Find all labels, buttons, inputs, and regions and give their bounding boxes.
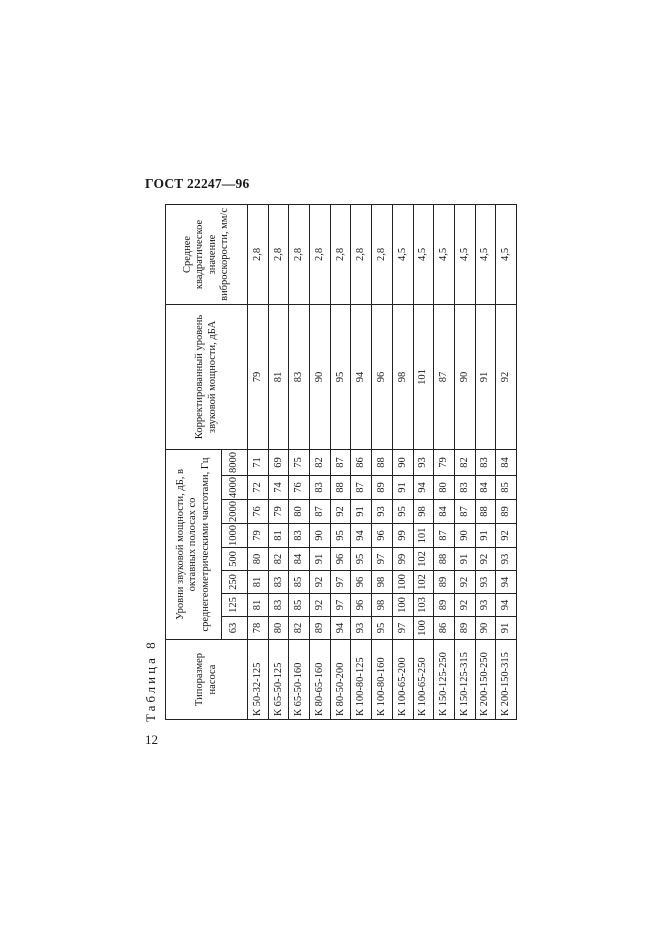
level-cell: 87	[310, 500, 331, 524]
level-cell: 83	[289, 524, 310, 548]
level-cell: 89	[434, 594, 455, 617]
level-cell: 94	[496, 571, 517, 594]
header-freq: 63	[222, 617, 248, 640]
corrected-level-cell: 91	[475, 304, 496, 449]
table-row	[434, 204, 455, 719]
vibration-cell: 4,5	[454, 204, 475, 304]
level-cell: 100	[413, 617, 434, 640]
header-octave-levels: Уровни звуковой мощности, дБ, в октавных полосах со среднегеометрическими частотами, Гц	[166, 449, 222, 639]
level-cell: 88	[372, 449, 393, 475]
level-cell: 87	[351, 476, 372, 500]
corrected-level-cell: 98	[392, 304, 413, 449]
level-cell: 81	[248, 594, 269, 617]
pump-size-cell: К 150-125-250	[434, 640, 455, 720]
level-cell: 87	[454, 500, 475, 524]
pump-size-cell: К 100-80-125	[351, 640, 372, 720]
level-cell: 94	[496, 594, 517, 617]
table-row	[351, 204, 372, 719]
level-cell: 79	[268, 500, 289, 524]
corrected-level-cell: 95	[330, 304, 351, 449]
pump-size-cell: К 100-65-200	[392, 640, 413, 720]
level-cell: 74	[268, 476, 289, 500]
level-cell: 80	[248, 548, 269, 571]
corrected-level-cell: 83	[289, 304, 310, 449]
level-cell: 101	[413, 524, 434, 548]
corrected-level-cell: 90	[454, 304, 475, 449]
corrected-level-cell: 81	[268, 304, 289, 449]
level-cell: 85	[496, 476, 517, 500]
header-corrected-level: Корректированный уровень звуковой мощности, дБА	[166, 304, 248, 449]
level-cell: 97	[392, 617, 413, 640]
table-row	[372, 204, 393, 719]
level-cell: 79	[248, 524, 269, 548]
level-cell: 83	[268, 594, 289, 617]
level-cell: 81	[248, 571, 269, 594]
pump-size-cell: К 50-32-125	[248, 640, 269, 720]
table-row	[496, 204, 517, 719]
table-row	[289, 204, 310, 719]
level-cell: 95	[392, 500, 413, 524]
vibration-cell: 2,8	[289, 204, 310, 304]
document-code: ГОСТ 22247—96	[145, 176, 250, 191]
level-cell: 90	[454, 524, 475, 548]
level-cell: 89	[372, 476, 393, 500]
level-cell: 91	[475, 524, 496, 548]
level-cell: 88	[330, 476, 351, 500]
level-cell: 103	[413, 594, 434, 617]
level-cell: 86	[434, 617, 455, 640]
level-cell: 102	[413, 571, 434, 594]
header-freq: 250	[222, 571, 248, 594]
vibration-cell: 4,5	[496, 204, 517, 304]
level-cell: 91	[496, 617, 517, 640]
level-cell: 80	[434, 476, 455, 500]
level-cell: 83	[268, 571, 289, 594]
level-cell: 92	[310, 594, 331, 617]
rotated-table-wrapper	[165, 205, 516, 720]
level-cell: 87	[330, 449, 351, 475]
header-freq: 1000	[222, 524, 248, 548]
level-cell: 99	[392, 524, 413, 548]
level-cell: 69	[268, 449, 289, 475]
vibration-cell: 4,5	[434, 204, 455, 304]
level-cell: 83	[310, 476, 331, 500]
level-cell: 88	[475, 500, 496, 524]
pump-size-cell: К 80-65-160	[310, 640, 331, 720]
level-cell: 92	[475, 548, 496, 571]
vibration-cell: 2,8	[351, 204, 372, 304]
level-cell: 90	[310, 524, 331, 548]
level-cell: 95	[372, 617, 393, 640]
level-cell: 96	[330, 548, 351, 571]
level-cell: 94	[330, 617, 351, 640]
level-cell: 95	[351, 548, 372, 571]
level-cell: 83	[454, 476, 475, 500]
level-cell: 98	[372, 594, 393, 617]
level-cell: 96	[351, 571, 372, 594]
level-cell: 92	[310, 571, 331, 594]
header-vibration: Среднее квадратическое значение виброскорости, мм/с	[166, 204, 248, 304]
level-cell: 93	[496, 548, 517, 571]
level-cell: 93	[475, 594, 496, 617]
level-cell: 92	[454, 594, 475, 617]
vibration-cell: 2,8	[372, 204, 393, 304]
pump-size-cell: К 80-50-200	[330, 640, 351, 720]
level-cell: 82	[454, 449, 475, 475]
header-freq: 4000	[222, 476, 248, 500]
level-cell: 72	[248, 476, 269, 500]
level-cell: 102	[413, 548, 434, 571]
level-cell: 84	[496, 449, 517, 475]
header-size: Типоразмер насоса	[166, 640, 248, 720]
level-cell: 84	[289, 548, 310, 571]
corrected-level-cell: 96	[372, 304, 393, 449]
level-cell: 85	[289, 594, 310, 617]
level-cell: 93	[351, 617, 372, 640]
vibration-cell: 4,5	[475, 204, 496, 304]
level-cell: 97	[330, 594, 351, 617]
corrected-level-cell: 79	[248, 304, 269, 449]
table-caption: Таблица 8	[143, 639, 158, 722]
level-cell: 82	[289, 617, 310, 640]
table-row	[392, 204, 413, 719]
pump-size-cell: К 200-150-250	[475, 640, 496, 720]
level-cell: 80	[289, 500, 310, 524]
level-cell: 93	[413, 449, 434, 475]
level-cell: 92	[496, 524, 517, 548]
corrected-level-cell: 92	[496, 304, 517, 449]
level-cell: 89	[496, 500, 517, 524]
level-cell: 94	[413, 476, 434, 500]
level-cell: 82	[310, 449, 331, 475]
level-cell: 78	[248, 617, 269, 640]
vibration-cell: 2,8	[330, 204, 351, 304]
pump-size-cell: К 100-80-160	[372, 640, 393, 720]
level-cell: 90	[392, 449, 413, 475]
noise-levels-table	[165, 204, 517, 720]
header-freq: 125	[222, 594, 248, 617]
corrected-level-cell: 94	[351, 304, 372, 449]
level-cell: 97	[372, 548, 393, 571]
level-cell: 84	[475, 476, 496, 500]
level-cell: 71	[248, 449, 269, 475]
pump-size-cell: К 150-125-315	[454, 640, 475, 720]
level-cell: 82	[268, 548, 289, 571]
table-row	[413, 204, 434, 719]
level-cell: 92	[330, 500, 351, 524]
level-cell: 91	[351, 500, 372, 524]
level-cell: 89	[310, 617, 331, 640]
level-cell: 100	[392, 571, 413, 594]
level-cell: 97	[330, 571, 351, 594]
level-cell: 93	[475, 571, 496, 594]
vibration-cell: 2,8	[310, 204, 331, 304]
table-row	[310, 204, 331, 719]
header-freq: 8000	[222, 449, 248, 475]
level-cell: 96	[372, 524, 393, 548]
pump-size-cell: К 65-50-125	[268, 640, 289, 720]
table-row	[268, 204, 289, 719]
level-cell: 99	[392, 548, 413, 571]
pump-size-cell: К 100-65-250	[413, 640, 434, 720]
corrected-level-cell: 101	[413, 304, 434, 449]
level-cell: 84	[434, 500, 455, 524]
vibration-cell: 4,5	[413, 204, 434, 304]
table-row	[454, 204, 475, 719]
level-cell: 91	[392, 476, 413, 500]
level-cell: 87	[434, 524, 455, 548]
level-cell: 83	[475, 449, 496, 475]
vibration-cell: 4,5	[392, 204, 413, 304]
header-freq: 2000	[222, 500, 248, 524]
table-row	[248, 204, 269, 719]
vibration-cell: 2,8	[248, 204, 269, 304]
table-row	[330, 204, 351, 719]
level-cell: 79	[434, 449, 455, 475]
level-cell: 92	[454, 571, 475, 594]
level-cell: 86	[351, 449, 372, 475]
level-cell: 80	[268, 617, 289, 640]
level-cell: 81	[268, 524, 289, 548]
level-cell: 89	[454, 617, 475, 640]
level-cell: 91	[310, 548, 331, 571]
table-row	[475, 204, 496, 719]
level-cell: 90	[475, 617, 496, 640]
table-body	[248, 204, 517, 719]
level-cell: 85	[289, 571, 310, 594]
level-cell: 96	[351, 594, 372, 617]
level-cell: 88	[434, 548, 455, 571]
level-cell: 93	[372, 500, 393, 524]
level-cell: 100	[392, 594, 413, 617]
level-cell: 98	[413, 500, 434, 524]
header-freq: 500	[222, 548, 248, 571]
level-cell: 89	[434, 571, 455, 594]
corrected-level-cell: 90	[310, 304, 331, 449]
pump-size-cell: К 200-150-315	[496, 640, 517, 720]
page-number: 12	[145, 732, 158, 747]
level-cell: 76	[248, 500, 269, 524]
level-cell: 75	[289, 449, 310, 475]
pump-size-cell: К 65-50-160	[289, 640, 310, 720]
level-cell: 91	[454, 548, 475, 571]
level-cell: 95	[330, 524, 351, 548]
corrected-level-cell: 87	[434, 304, 455, 449]
vibration-cell: 2,8	[268, 204, 289, 304]
level-cell: 94	[351, 524, 372, 548]
level-cell: 98	[372, 571, 393, 594]
level-cell: 76	[289, 476, 310, 500]
